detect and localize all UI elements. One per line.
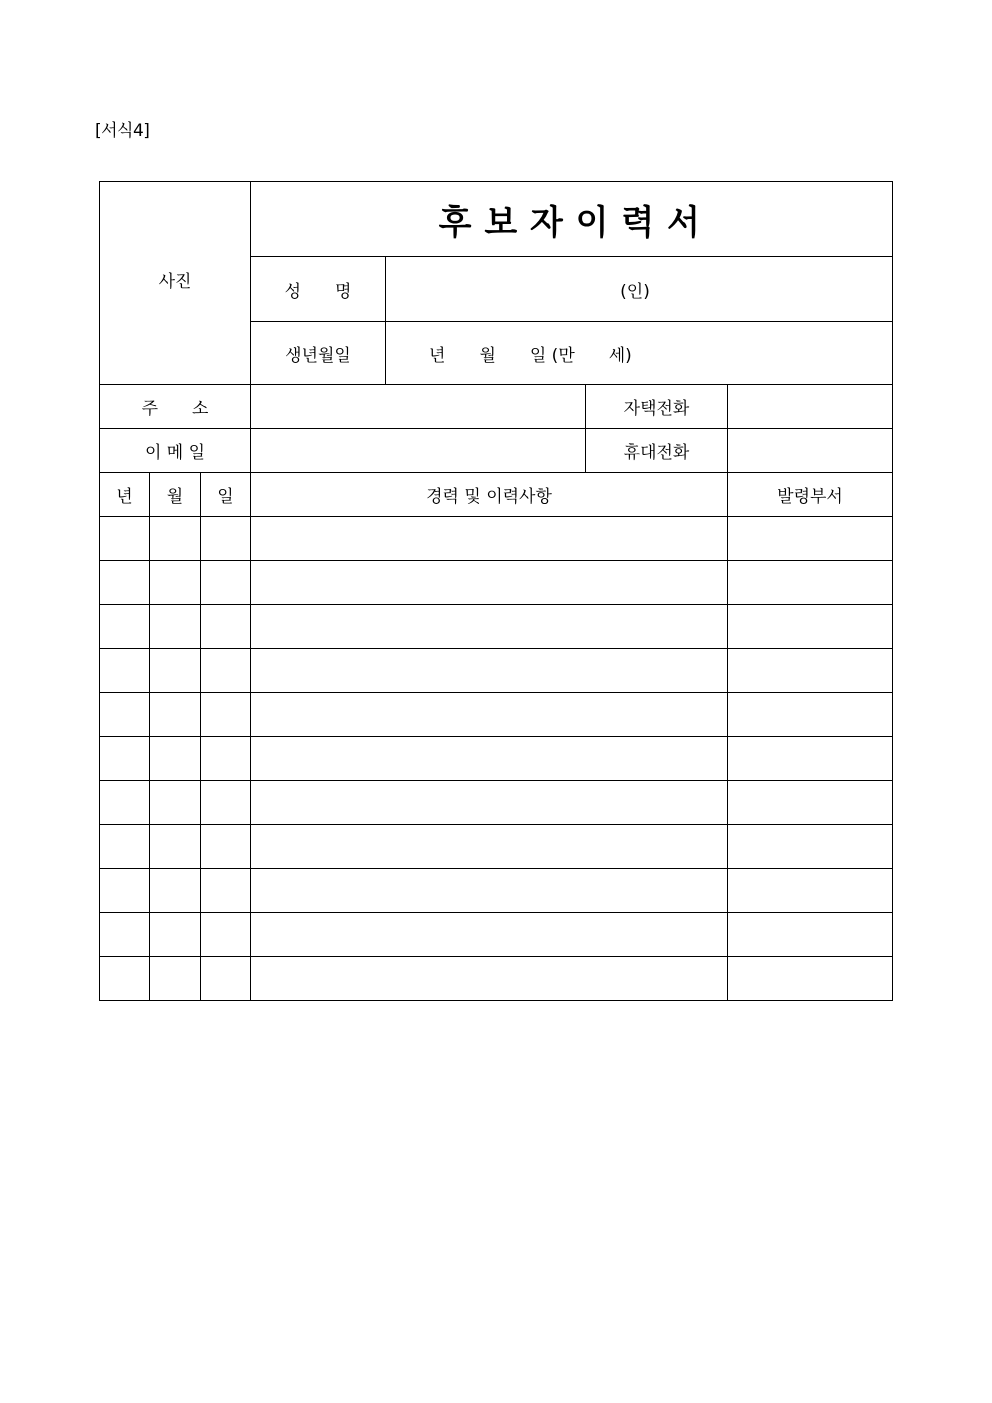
history-month-cell[interactable]: [150, 605, 201, 649]
history-day-cell[interactable]: [201, 913, 251, 957]
history-day-cell[interactable]: [201, 737, 251, 781]
history-year-cell[interactable]: [100, 649, 150, 693]
history-month-cell[interactable]: [150, 561, 201, 605]
address-field[interactable]: [251, 385, 586, 429]
history-month-cell[interactable]: [150, 825, 201, 869]
history-day-cell[interactable]: [201, 561, 251, 605]
photo-box[interactable]: [100, 182, 251, 385]
history-month-cell[interactable]: [150, 781, 201, 825]
history-content-cell[interactable]: [251, 693, 728, 737]
history-row: [100, 825, 893, 869]
history-month-cell[interactable]: [150, 957, 201, 1001]
history-row: [100, 561, 893, 605]
history-day-cell[interactable]: [201, 605, 251, 649]
history-row: [100, 693, 893, 737]
history-issuer-cell[interactable]: [728, 605, 893, 649]
history-year-cell[interactable]: [100, 693, 150, 737]
history-row: [100, 605, 893, 649]
history-month-cell[interactable]: [150, 913, 201, 957]
birth-field[interactable]: 년 월 일 (만 세): [386, 322, 893, 385]
history-row: [100, 913, 893, 957]
history-content-cell[interactable]: [251, 517, 728, 561]
mobile-phone-label: 휴대전화: [586, 429, 728, 473]
history-day-cell[interactable]: [201, 957, 251, 1001]
month-header: 월: [150, 473, 201, 517]
year-header: 년: [100, 473, 150, 517]
history-issuer-cell[interactable]: [728, 561, 893, 605]
history-content-cell[interactable]: [251, 869, 728, 913]
history-month-cell[interactable]: [150, 517, 201, 561]
resume-form: [99, 181, 892, 1018]
history-year-cell[interactable]: [100, 517, 150, 561]
name-field[interactable]: [386, 257, 893, 322]
seal-mark: (인): [620, 281, 650, 302]
history-month-cell[interactable]: [150, 649, 201, 693]
history-header-row: [100, 473, 893, 517]
name-label: 성 명: [251, 257, 386, 322]
email-label: 이 메 일: [100, 429, 251, 473]
day-header: 일: [201, 473, 251, 517]
history-row: [100, 649, 893, 693]
history-year-cell[interactable]: [100, 869, 150, 913]
history-issuer-cell[interactable]: [728, 649, 893, 693]
history-issuer-cell[interactable]: [728, 957, 893, 1001]
history-year-cell[interactable]: [100, 561, 150, 605]
history-row: [100, 781, 893, 825]
page-title: 후 보 자 이 력 서: [438, 202, 701, 243]
history-year-cell[interactable]: [100, 825, 150, 869]
history-year-cell[interactable]: [100, 605, 150, 649]
history-issuer-cell[interactable]: [728, 781, 893, 825]
address-label: 주 소: [100, 385, 251, 429]
history-issuer-cell[interactable]: [728, 737, 893, 781]
history-day-cell[interactable]: [201, 869, 251, 913]
history-issuer-cell[interactable]: [728, 869, 893, 913]
history-content-cell[interactable]: [251, 605, 728, 649]
history-day-cell[interactable]: [201, 781, 251, 825]
title-cell: [251, 182, 893, 257]
home-phone-field[interactable]: [728, 385, 893, 429]
mobile-phone-field[interactable]: [728, 429, 893, 473]
history-day-cell[interactable]: [201, 649, 251, 693]
history-row: [100, 869, 893, 913]
resume-table: [99, 181, 893, 1001]
history-day-cell[interactable]: [201, 517, 251, 561]
history-month-cell[interactable]: [150, 693, 201, 737]
history-content-cell[interactable]: [251, 825, 728, 869]
history-content-cell[interactable]: [251, 649, 728, 693]
history-issuer-cell[interactable]: [728, 913, 893, 957]
history-content-cell[interactable]: [251, 561, 728, 605]
history-month-cell[interactable]: [150, 869, 201, 913]
history-year-cell[interactable]: [100, 957, 150, 1001]
email-field[interactable]: [251, 429, 586, 473]
history-day-cell[interactable]: [201, 693, 251, 737]
history-day-cell[interactable]: [201, 825, 251, 869]
birth-label: 생년월일: [251, 322, 386, 385]
history-content-cell[interactable]: [251, 781, 728, 825]
content-header: 경력 및 이력사항: [251, 473, 728, 517]
history-issuer-cell[interactable]: [728, 517, 893, 561]
history-content-cell[interactable]: [251, 913, 728, 957]
form-code: [서식4]: [95, 121, 150, 141]
history-row: [100, 737, 893, 781]
history-content-cell[interactable]: [251, 957, 728, 1001]
history-issuer-cell[interactable]: [728, 693, 893, 737]
history-content-cell[interactable]: [251, 737, 728, 781]
photo-label: 사진: [158, 271, 192, 292]
history-year-cell[interactable]: [100, 737, 150, 781]
issuer-header: 발령부서: [728, 473, 893, 517]
history-month-cell[interactable]: [150, 737, 201, 781]
history-issuer-cell[interactable]: [728, 825, 893, 869]
home-phone-label: 자택전화: [586, 385, 728, 429]
history-year-cell[interactable]: [100, 913, 150, 957]
history-row: [100, 517, 893, 561]
history-year-cell[interactable]: [100, 781, 150, 825]
history-row: [100, 957, 893, 1001]
